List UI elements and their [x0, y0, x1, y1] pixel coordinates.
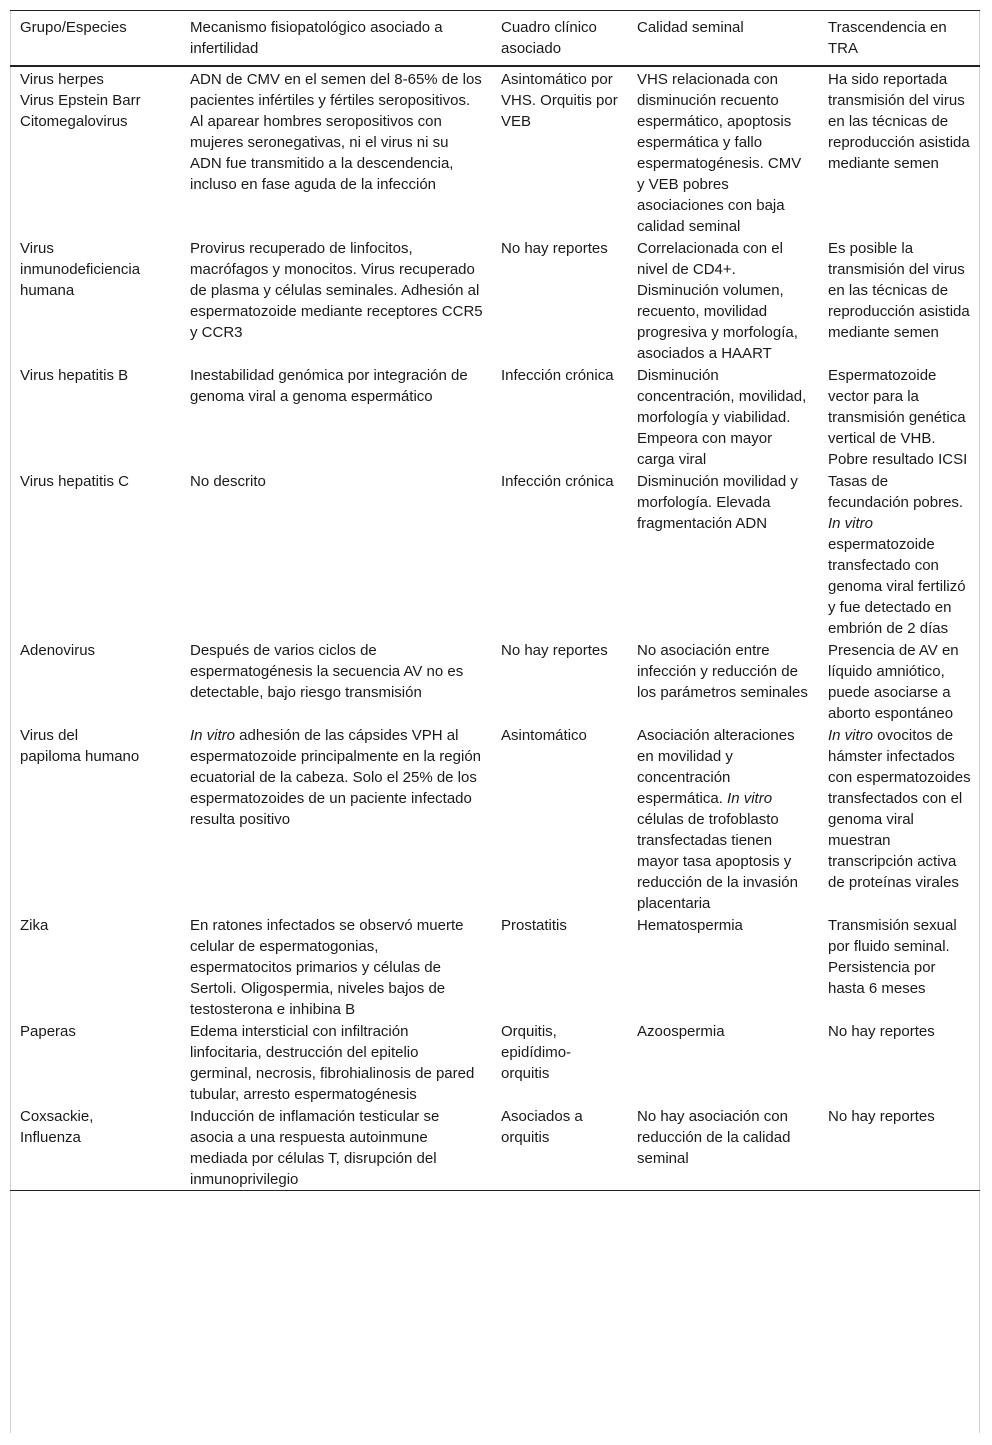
- cell-group: Coxsackie, Influenza: [20, 1108, 94, 1146]
- cell-semen-quality: VHS relacionada con disminución recuento espermático, apoptosis espermática y fallo espermatogénesis. CMV y VEB pobres asociaciones con baja calidad seminal: [637, 71, 802, 235]
- table-row: [10, 639, 980, 724]
- table-row: [10, 237, 980, 364]
- semen-text: Asociación alteraciones en movilidad y concentración espermática.: [637, 727, 795, 807]
- tra-text: ovocitos de hámster infectados con espermatozoides transfectados con el genoma viral muestran transcripción activa de proteínas virales: [828, 727, 971, 891]
- tra-text: espermatozoide transfectado con genoma viral fertilizó y fue detectado en embrión de 2 días: [828, 536, 966, 637]
- cell-clinical: Infección crónica: [501, 367, 614, 384]
- in-vitro-italic: In vitro: [727, 790, 773, 807]
- cell-mechanism: Después de varios ciclos de espermatogénesis la secuencia AV no es detectable, bajo riesgo transmisión: [190, 642, 464, 701]
- virus-infertility-table: [10, 10, 980, 1191]
- cell-tra: Es posible la transmisión del virus en las técnicas de reproducción asistida mediante semen: [828, 240, 970, 341]
- header-clinical: Cuadro clínico asociado: [501, 19, 597, 57]
- cell-mechanism: Inducción de inflamación testicular se asocia a una respuesta autoinmune mediada por células T, disrupción del inmunoprivilegio: [190, 1108, 440, 1188]
- cell-group: Virus hepatitis C: [20, 473, 129, 490]
- in-vitro-italic: In vitro: [828, 727, 874, 744]
- tra-text: Tasas de fecundación pobres.: [828, 473, 964, 511]
- cell-semen-quality: Disminución concentración, movilidad, morfología y viabilidad. Empeora con mayor carga viral: [637, 367, 807, 468]
- header-semen-quality: Calidad seminal: [637, 19, 744, 36]
- cell-mechanism: No descrito: [190, 473, 266, 490]
- table-row: [10, 914, 980, 1020]
- cell-semen-quality: Azoospermia: [637, 1023, 725, 1040]
- cell-clinical: Asintomático: [501, 727, 587, 744]
- cell-tra: No hay reportes: [828, 1108, 935, 1125]
- table-row: [10, 1020, 980, 1105]
- table-row: [10, 364, 980, 470]
- cell-tra: Espermatozoide vector para la transmisión genética vertical de VHB. Pobre resultado ICSI: [828, 367, 968, 468]
- cell-group: Virus del papiloma humano: [20, 727, 140, 765]
- table-row: [10, 470, 980, 639]
- cell-mechanism: Inestabilidad genómica por integración de genoma viral a genoma espermático: [190, 367, 468, 405]
- cell-clinical: Orquitis, epidídimo-orquitis: [501, 1023, 572, 1082]
- cell-mechanism: ADN de CMV en el semen del 8-65% de los pacientes infértiles y fértiles seropositivos. Al aparear hombres seropositivos con mujeres seronegativas, ni el virus ni su ADN fue transmitido a la descendencia, incluso en fase aguda de la infección: [190, 71, 482, 193]
- cell-semen-quality: [627, 724, 818, 914]
- table-row: [10, 1105, 980, 1191]
- cell-mechanism: [180, 724, 491, 914]
- cell-semen-quality: No asociación entre infección y reducción de los parámetros seminales: [637, 642, 808, 701]
- cell-semen-quality: Hematospermia: [637, 917, 743, 934]
- cell-clinical: Asociados a orquitis: [501, 1108, 583, 1146]
- cell-tra: Ha sido reportada transmisión del virus en las técnicas de reproducción asistida mediante semen: [828, 71, 970, 172]
- table-row: [10, 724, 980, 914]
- cell-group: Paperas: [20, 1023, 76, 1040]
- cell-semen-quality: No hay asociación con reducción de la calidad seminal: [637, 1108, 791, 1167]
- in-vitro-italic: In vitro: [190, 727, 236, 744]
- cell-tra: No hay reportes: [828, 1023, 935, 1040]
- header-row: [10, 11, 980, 67]
- table-row: [10, 66, 980, 237]
- cell-clinical: No hay reportes: [501, 240, 608, 257]
- cell-semen-quality: Correlacionada con el nivel de CD4+. Disminución volumen, recuento, movilidad progresiva y morfología, asociados a HAART: [637, 240, 798, 362]
- group-line: Virus herpes: [20, 71, 104, 88]
- cell-group: [10, 66, 180, 237]
- cell-group: Virus inmunodeficiencia humana: [20, 240, 141, 299]
- header-group: Grupo/Especies: [20, 19, 127, 36]
- cell-group: Virus hepatitis B: [20, 367, 129, 384]
- cell-mechanism: Edema intersticial con infiltración linfocitaria, destrucción del epitelio germinal, necrosis, fibrohialinosis de pared tubular, arresto espermatogénesis: [190, 1023, 475, 1103]
- cell-clinical: Prostatitis: [501, 917, 567, 934]
- semen-text: células de trofoblasto transfectadas tienen mayor tasa apoptosis y reducción de la invasión placentaria: [637, 811, 798, 912]
- mechanism-text: adhesión de las cápsides VPH al espermatozoide principalmente en la región ecuatorial de la cabeza. Solo el 25% de los espermatozoides de un paciente infectado resulta positivo: [190, 727, 482, 828]
- cell-clinical: No hay reportes: [501, 642, 608, 659]
- cell-tra: [818, 470, 980, 639]
- table-header: [10, 11, 980, 67]
- cell-clinical: Infección crónica: [501, 473, 614, 490]
- cell-tra: Presencia de AV en líquido amniótico, puede asociarse a aborto espontáneo: [828, 642, 959, 722]
- cell-group: Adenovirus: [20, 642, 96, 659]
- cell-tra: [818, 724, 980, 914]
- cell-mechanism: Provirus recuperado de linfocitos, macrófagos y monocitos. Virus recuperado de plasma y células seminales. Adhesión al espermatozoide mediante receptores CCR5 y CCR3: [190, 240, 483, 341]
- cell-semen-quality: Disminución movilidad y morfología. Elevada fragmentación ADN: [637, 473, 798, 532]
- group-line: Virus Epstein Barr: [20, 92, 141, 109]
- cell-mechanism: En ratones infectados se observó muerte celular de espermatogonias, espermatocitos primarios y células de Sertoli. Oligospermia, niveles bajos de testosterona e inhibina B: [190, 917, 464, 1018]
- cell-clinical: Asintomático por VHS. Orquitis por VEB: [501, 71, 618, 130]
- cell-group: Zika: [20, 917, 49, 934]
- in-vitro-italic: In vitro: [828, 515, 874, 532]
- header-tra: Trascendencia en TRA: [828, 19, 947, 57]
- table-body: [10, 66, 980, 1191]
- group-line: Citomegalovirus: [20, 113, 128, 130]
- header-mechanism: Mecanismo fisiopatológico asociado a infertilidad: [190, 19, 443, 57]
- cell-tra: Transmisión sexual por fluido seminal. Persistencia por hasta 6 meses: [828, 917, 957, 997]
